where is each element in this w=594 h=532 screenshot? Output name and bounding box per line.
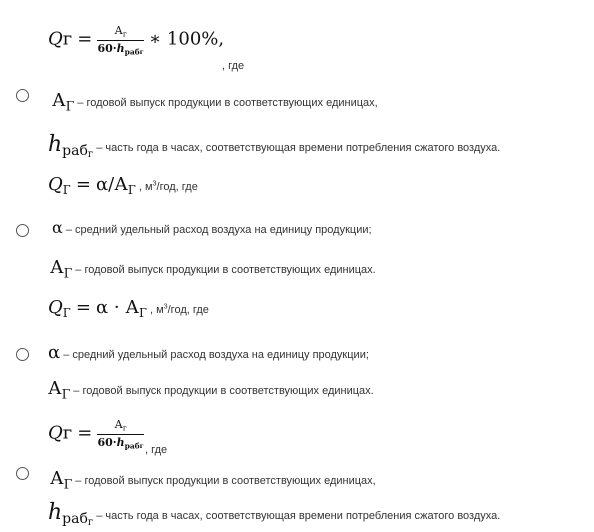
option-1-line-1: $А_Г$ – годовой выпуск продукции в соответствующих единицах, [52, 90, 378, 115]
option-1-radio[interactable] [16, 89, 29, 102]
option-3-radio[interactable] [16, 348, 29, 361]
option-4-line-2: hраб$_г$ – часть года в часах, соответствующая времени потребления сжатого воздуха. [48, 500, 501, 528]
option-4-fraction: $\frac{А_г}{60\cdot h_{раб}г}$ [97, 418, 144, 451]
option-2-line-1: α – средний удельный расход воздуха на единицу продукции; [52, 218, 372, 237]
option-2-formula: $Q_Г = \alpha/А_Г$ , $м^3$/год, где [48, 174, 198, 198]
option-3-line-1: α – средний удельный расход воздуха на единицу продукции; [48, 342, 369, 363]
option-1-formula: Qг = $\frac{А_г}{60\cdot h_{раб}г}$ ∗ 100%, [48, 24, 225, 57]
option-4-formula: Qг = $\frac{А_г}{60\cdot h_{раб}г}$ $_{, где}$ [48, 418, 168, 456]
option-3-formula: $Q_Г = \alpha \cdot А_Г$ , $м^3$/год, где [48, 297, 209, 321]
option-1-line-2: hраб$_г$ – часть года в часах, соответствующая времени потребления сжатого воздуха. [48, 132, 501, 160]
option-3-line-2: $А_Г$ – годовой выпуск продукции в соответствующих единицах. [48, 378, 374, 403]
option-4-radio[interactable] [16, 467, 29, 480]
option-2-radio[interactable] [16, 224, 29, 237]
option-2-line-2: $А_Г$ – годовой выпуск продукции в соответствующих единицах. [50, 257, 376, 282]
option-1-where: , где [222, 60, 245, 72]
option-1-fraction: $\frac{А_г}{60\cdot h_{раб}г}$ [97, 24, 144, 57]
option-4-line-1: $А_Г$ – годовой выпуск продукции в соответствующих единицах, [50, 468, 376, 493]
